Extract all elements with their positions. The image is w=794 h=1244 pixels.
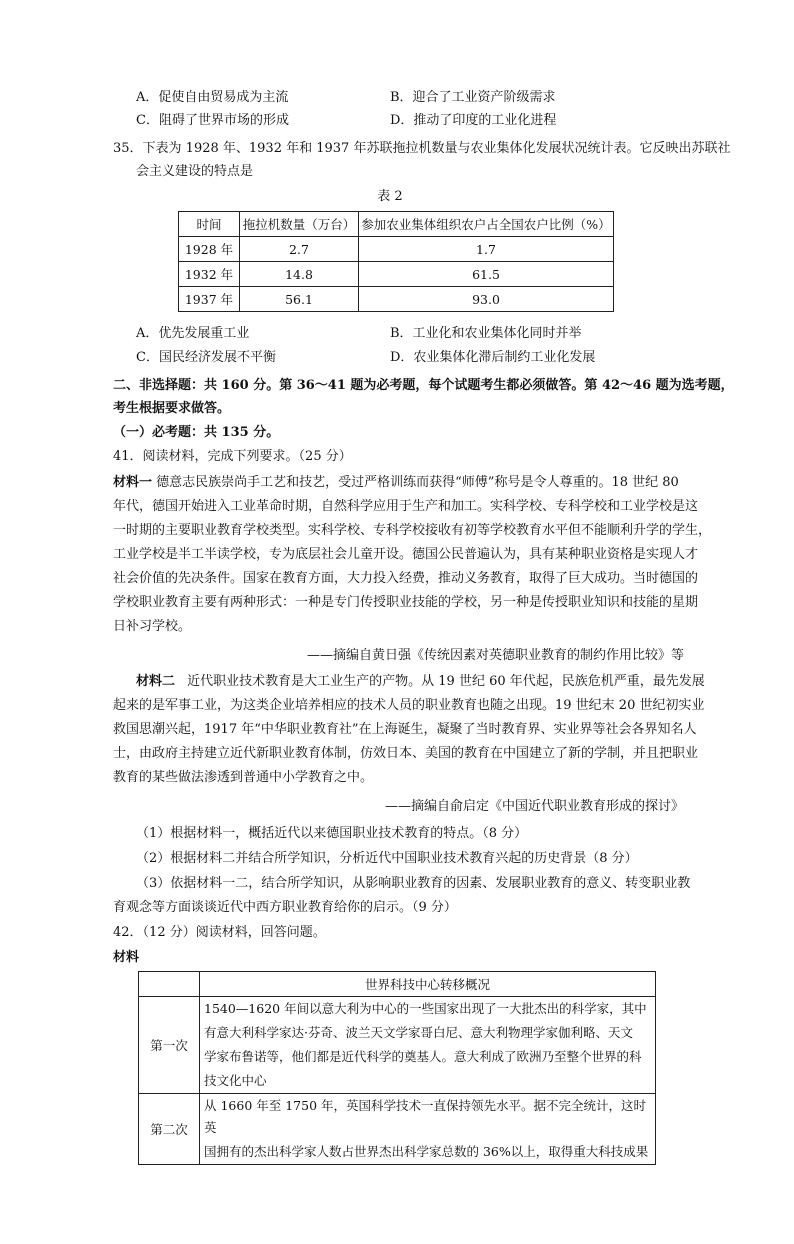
q41-intro: 41．阅读材料，完成下列要求。（25 分） — [113, 449, 352, 464]
q41-material-1-line: 社会价值的先决条件。国家在教育方面，大力投入经费，推动义务教育，取得了巨大成功。当时德国的 — [113, 571, 699, 586]
q41-material-1-text: 德意志民族崇尚手工艺和技艺，受过严格训练而获得“师傅”称号是令人尊重的。18 世纪 80 — [156, 475, 679, 490]
q35-option-c: C．国民经济发展不平衡 — [136, 350, 276, 365]
q41-material-2-source: ——摘编自俞启定《中国近代职业教育形成的探讨》 — [384, 799, 684, 814]
table-row — [179, 262, 614, 287]
table-cell — [200, 997, 656, 1094]
table-header-row — [139, 972, 656, 997]
table-cell: 1932 年 — [179, 262, 240, 287]
cell-line: 1540—1620 年间以意大利为中心的一些国家出现了一大批杰出的科学家，其中 — [204, 1001, 647, 1016]
cell-line: 从 1660 年至 1750 年，英国科学技术一直保持领先水平。据不完全统计，这时英 — [204, 1098, 647, 1135]
table-header-cell: 拖拉机数量（万台） — [240, 212, 359, 237]
table-cell: 第一次 — [139, 997, 200, 1094]
q41-subquestion-1: （1）根据材料一，概括近代以来德国职业技术教育的特点。（8 分） — [136, 826, 528, 841]
q41-material-1-line: 年代，德国开始进入工业革命时期，自然科学应用于生产和加工。实科学校、专科学校和工业学校是这 — [113, 499, 699, 514]
q35-option-d: D．农业集体化滞后制约工业化发展 — [390, 350, 596, 365]
table-cell: 14.8 — [240, 262, 359, 287]
section2-subheading: （一）必考题：共 135 分。 — [113, 425, 280, 440]
table-cell: 1.7 — [359, 237, 614, 262]
q41-material-1-line: 一时期的主要职业教育学校类型。实科学校、专科学校接收有初等学校教育水平但不能顺利升学的学生， — [113, 523, 712, 538]
q41-material-2-line: 起来的是军事工业，为这类企业培养相应的技术人员的职业教育也随之出现。19 世纪末 20 世纪初实业 — [113, 698, 705, 713]
q41-material-1-line: 学校职业教育主要有两种形式：一种是专门传授职业技能的学校，另一种是传授职业知识和技能的星期 — [113, 595, 699, 610]
table-title-cell: 世界科技中心转移概况 — [200, 972, 656, 997]
table-cell: 61.5 — [359, 262, 614, 287]
q41-material-1-line: 工业学校是半工半读学校，专为底层社会儿童开设。德国公民普遍认为，具有某种职业资格是实现人才 — [113, 547, 699, 562]
q35-stem-line-2: 会主义建设的特点是 — [136, 164, 254, 179]
q42-material-label: 材料 — [113, 950, 140, 965]
table-row — [179, 287, 614, 312]
table-cell: 1937 年 — [179, 287, 240, 312]
q35-table-title: 表 2 — [377, 189, 403, 204]
q42-science-center-table — [138, 971, 656, 1165]
q41-material-1-label: 材料一 — [113, 475, 153, 490]
table-cell — [200, 1094, 656, 1165]
table-row — [179, 237, 614, 262]
q41-material-2-first-line — [136, 672, 705, 692]
q41-subquestion-2: （2）根据材料二并结合所学知识，分析近代中国职业技术教育兴起的历史背景（8 分） — [136, 851, 638, 866]
table-header-row — [179, 212, 614, 237]
q35-option-a: A．优先发展重工业 — [136, 326, 250, 341]
q41-material-1-source: ——摘编自黄日强《传统因素对英德职业教育的制约作用比较》等 — [306, 648, 684, 663]
table-cell: 93.0 — [359, 287, 614, 312]
q34-option-c: C．阻碍了世界市场的形成 — [136, 113, 289, 128]
cell-line: 国拥有的杰出科学家人数占世界杰出科学家总数的 36%以上，取得重大科技成果 — [204, 1144, 649, 1159]
table-row — [139, 997, 656, 1094]
q35-stats-table — [178, 211, 614, 312]
q41-material-2-text: 近代职业技术教育是大工业生产的产物。从 19 世纪 60 年代起，民族危机严重，最先发展 — [187, 674, 705, 689]
cell-line: 有意大利科学家达·芬奇、波兰天文学家哥白尼、意大利物理学家伽利略、天文 — [204, 1025, 633, 1040]
q41-material-1-line: 日补习学校。 — [113, 619, 192, 634]
table-header-cell: 参加农业集体组织农户占全国农户比例（%） — [359, 212, 614, 237]
q34-option-a: A．促使自由贸易成为主流 — [136, 90, 289, 105]
q41-material-2-line: 士，由政府主持建立近代新职业教育体制，仿效日本、美国的教育在中国建立了新的学制，并且把职业 — [113, 746, 699, 761]
cell-line: 学家布鲁诺等，他们都是近代科学的奠基人。意大利成了欧洲乃至整个世界的科 — [204, 1049, 642, 1064]
section2-heading-line-1: 二、非选择题：共 160 分。第 36～41 题为必考题，每个试题考生都必须做答。第 42～46 题为选考题， — [113, 378, 734, 393]
q41-subquestion-3: （3）依据材料一二，结合所学知识，从影响职业教育的因素、发展职业教育的意义、转变职业教 — [136, 876, 691, 891]
q42-intro: 42．（12 分）阅读材料，回答问题。 — [113, 925, 326, 940]
q35-option-b: B．工业化和农业集体化同时并举 — [390, 326, 582, 341]
q41-material-2-line: 教育的某些做法渗透到普通中小学教育之中。 — [113, 770, 374, 785]
q41-material-2-label: 材料二 — [136, 674, 176, 689]
q41-material-2-line: 救国思潮兴起，1917 年“中华职业教育社”在上海诞生，凝聚了当时教育界、实业界等社会各界知名人 — [113, 722, 697, 737]
q35-stem-line-1: 35．下表为 1928 年、1932 年和 1937 年苏联拖拉机数量与农业集体化发展状况统计表。它反映出苏联社 — [113, 141, 731, 156]
table-cell: 2.7 — [240, 237, 359, 262]
table-cell: 56.1 — [240, 287, 359, 312]
q41-material-1-first-line — [113, 473, 679, 493]
table-cell: 第二次 — [139, 1094, 200, 1165]
q41-subquestion-3-cont: 育观念等方面谈谈近代中西方职业教育给你的启示。（9 分） — [113, 900, 457, 915]
cell-line: 技文化中心 — [204, 1073, 267, 1088]
section2-heading-line-2: 考生根据要求做答。 — [113, 401, 231, 416]
q34-option-d: D．推动了印度的工业化进程 — [390, 113, 557, 128]
table-cell: 1928 年 — [179, 237, 240, 262]
table-row — [139, 1094, 656, 1165]
table-header-cell: 时间 — [179, 212, 240, 237]
q34-option-b: B．迎合了工业资产阶级需求 — [390, 90, 556, 105]
